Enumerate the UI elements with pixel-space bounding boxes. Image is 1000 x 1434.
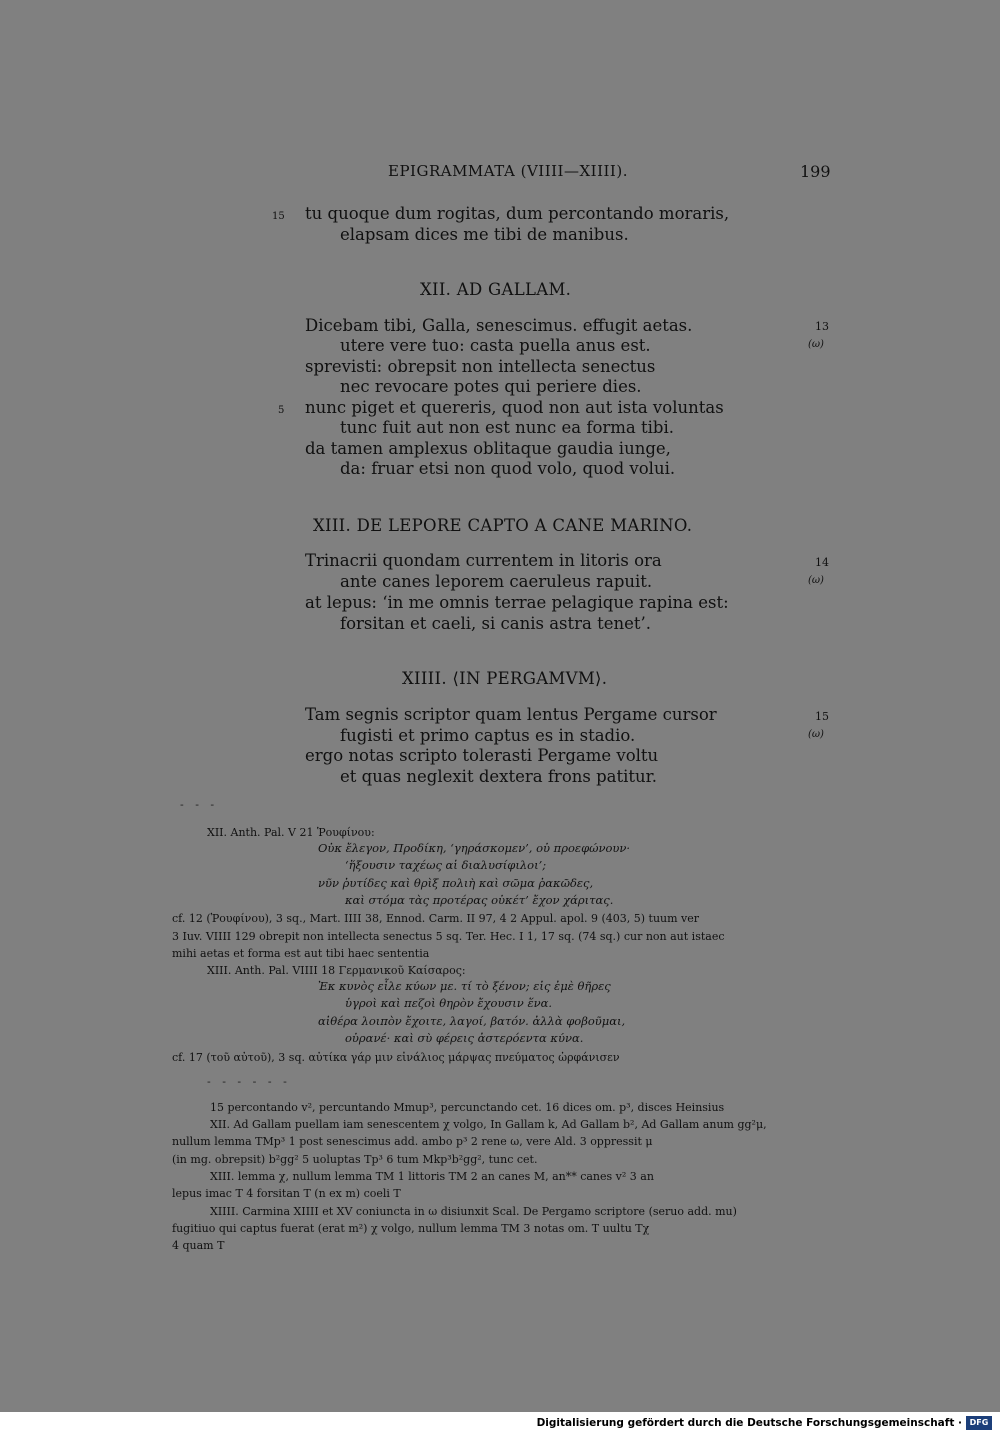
greek-line: νῦν ῥυτίδες καὶ θρὶξ πολιὴ καὶ σῶμα ῥακῶδες, [318, 876, 594, 890]
testimonia-line: XII. Anth. Pal. V 21 Ῥουφίνου: [207, 826, 375, 839]
verse-line: sprevisti: obrepsit non intellecta senectus [305, 357, 656, 376]
verse-line: ergo notas scripto tolerasti Pergame voltu [305, 746, 659, 765]
apparatus-line: 15 percontando v², percuntando Mmup³, percunctando cet. 16 dices om. p³, disces Heinsius [210, 1101, 725, 1114]
apparatus-line: lepus imac T 4 forsitan T (n ex m) coeli T [172, 1187, 401, 1200]
apparatus-line: nullum lemma TMp³ 1 post senescimus add. ambo p³ 2 rene ω, vere Ald. 3 oppressit μ [172, 1135, 653, 1148]
apparatus-line: XII. Ad Gallam puellam iam senescentem χ volgo, In Gallam k, Ad Gallam b², Ad Gallam anum gg²μ, [210, 1118, 767, 1131]
verse-line: elapsam dices me tibi de manibus. [340, 225, 629, 244]
verse-line: da: fruar etsi non quod volo, quod volui. [340, 459, 676, 478]
manuscript-sigla: (ω) [808, 339, 824, 350]
apparatus-line: fugitiuo qui captus fuerat (erat m²) χ volgo, nullum lemma TM 3 notas om. T uultu Tχ [172, 1222, 650, 1235]
manuscript-sigla: (ω) [808, 729, 824, 740]
poem-title: XIIII. ⟨IN PERGAMVM⟩. [402, 669, 608, 688]
poem-title: XII. AD GALLAM. [420, 280, 572, 299]
verse-line: ante canes leporem caeruleus rapuit. [340, 572, 653, 591]
verse-line: da tamen amplexus oblitaque gaudia iunge, [305, 439, 671, 458]
dfg-logo-icon[interactable]: DFG [966, 1416, 992, 1430]
verse-line: Tam segnis scriptor quam lentus Pergame cursor [305, 705, 717, 724]
greek-line: ‘ἥξουσιν ταχέως αἱ διαλυσίφιλοι’; [345, 858, 547, 872]
greek-line: ὑγροὶ καὶ πεζοὶ θηρὸν ἔχουσιν ἕνα. [345, 996, 553, 1010]
testimonia-line: 3 Iuv. VIIII 129 obrepit non intellecta senectus 5 sq. Ter. Hec. I 1, 17 sq. (74 sq.) cur non aut istaec [172, 930, 725, 943]
verse-line: fugisti et primo captus es in stadio. [340, 726, 636, 745]
reference-number: 14 [815, 556, 829, 569]
verse-line: nunc piget et quereris, quod non aut ista voluntas [305, 398, 724, 417]
verse-line: Dicebam tibi, Galla, senescimus. effugit aetas. [305, 316, 693, 335]
greek-line: αἰθέρα λοιπὸν ἔχοιτε, λαγοί, βατόν. ἀλλὰ φοβοῦμαι, [318, 1014, 626, 1028]
verse-line: nec revocare potes qui periere dies. [340, 377, 642, 396]
verse-line: forsitan et caeli, si canis astra tenet’. [340, 614, 652, 633]
greek-line: Οὐκ ἔλεγον, Προδίκη, ‘γηράσκομεν’, οὐ προεφώνουν· [318, 841, 631, 855]
testimonia-line: cf. 12 (Ῥουφίνου), 3 sq., Mart. IIII 38, Ennod. Carm. II 97, 4 2 Appul. apol. 9 (403, 5) tuum ver [172, 912, 700, 925]
running-title: EPIGRAMMATA (VIIII—XIIII). [388, 162, 628, 180]
apparatus-line: XIIII. Carmina XIIII et XV coniuncta in ω disiunxit Scal. De Pergamo scriptore (seruo add. mu) [210, 1205, 737, 1218]
reference-number: 13 [815, 320, 829, 333]
apparatus-line: 4 quam T [172, 1239, 225, 1252]
testimonia-line: cf. 17 (τοῦ αὐτοῦ), 3 sq. αὐτίκα γάρ μιν εἰνάλιος μάρψας πνεύματος ὠρφάνισεν [172, 1051, 620, 1064]
verse-line: Trinacrii quondam currentem in litoris ora [305, 551, 662, 570]
poem-title: XIII. DE LEPORE CAPTO A CANE MARINO. [313, 516, 693, 535]
apparatus-line: (in mg. obrepsit) b²gg² 5 uoluptas Tp³ 6 tum Mkp³b²gg², tunc cet. [172, 1153, 538, 1166]
testimonia-line: mihi aetas et forma est aut tibi haec sententia [172, 947, 430, 960]
reference-number: 15 [815, 710, 829, 723]
digitization-footer [0, 1412, 1000, 1434]
greek-line: οὐρανέ· καὶ σὺ φέρεις ἀστερόεντα κύνα. [345, 1031, 584, 1045]
footer-credit: Digitalisierung gefördert durch die Deutsche Forschungsgemeinschaft · [536, 1417, 962, 1429]
section-separator: - - - - - - [207, 1075, 291, 1088]
verse-line: at lepus: ‘in me omnis terrae pelagique rapina est: [305, 593, 729, 612]
line-number: 15 [272, 211, 285, 222]
page-number: 199 [800, 162, 831, 181]
verse-line: tu quoque dum rogitas, dum percontando moraris, [305, 204, 730, 223]
verse-line: tunc fuit aut non est nunc ea forma tibi. [340, 418, 674, 437]
apparatus-line: XIII. lemma χ, nullum lemma TM 1 littoris TM 2 an canes M, an** canes v² 3 an [210, 1170, 654, 1183]
line-number: 5 [278, 405, 285, 416]
testimonia-line: XIII. Anth. Pal. VIIII 18 Γερμανικοῦ Καίσαρος: [207, 964, 466, 977]
greek-line: καὶ στόμα τὰς προτέρας οὐκέτ’ ἔχον χάριτας. [345, 893, 614, 907]
verse-line: utere vere tuo: casta puella anus est. [340, 336, 651, 355]
verse-line: et quas neglexit dextera frons patitur. [340, 767, 657, 786]
manuscript-sigla: (ω) [808, 575, 824, 586]
greek-line: Ἐκ κυνὸς εἷλε κύων με. τί τὸ ξένον; εἰς ἐμὲ θῆρες [318, 979, 611, 993]
section-separator: - - - [180, 798, 219, 811]
